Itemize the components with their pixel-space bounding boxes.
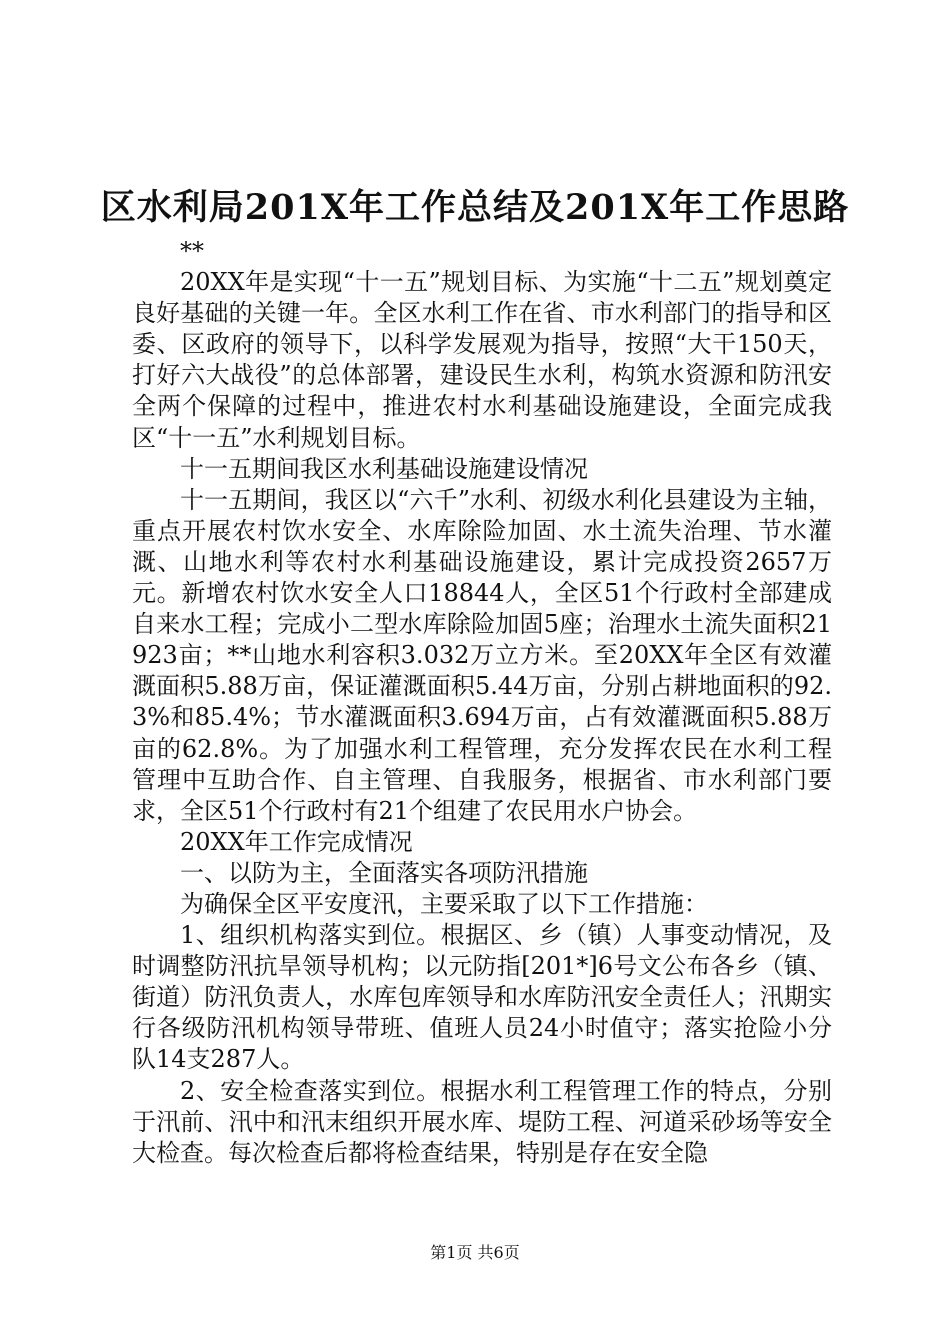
document-title: 区水利局201X年工作总结及201X年工作思路 [100,187,850,228]
body-paragraph: 1、组织机构落实到位。根据区、乡（镇）人事变动情况，及时调整防汛抗旱领导机构；以元防指[201*]6号文公布各乡（镇、街道）防汛负责人，水库包库领导和水库防汛安全责任人；汛期实行各级防汛机构领导带班、值班人员24小时值守；落实抢险小分队14支287人。 [132,921,832,1074]
document-body [132,236,832,1169]
body-paragraph: 十一五期间，我区以“六千”水利、初级水利化县建设为主轴，重点开展农村饮水安全、水库除险加固、水土流失治理、节水灌溉、山地水利等农村水利基础设施建设，累计完成投资2657万元。新增农村饮水安全人口18844人，全区51个行政村全部建成自来水工程；完成小二型水库除险加固5座；治理水土流失面积21923亩；**山地水利容积3.032万立方米。至20XX年全区有效灌溉面积5.88万亩，保证灌溉面积5.44万亩，分别占耕地面积的92.3%和85.4%；节水灌溉面积3.694万亩，占有效灌溉面积5.88万亩的62.8%。为了加强水利工程管理，充分发挥农民在水利工程管理中互助合作、自主管理、自我服务，根据省、市水利部门要求，全区51个行政村有21个组建了农民用水户协会。 [132,485,832,825]
section-heading: 20XX年工作完成情况 [180,827,413,856]
page-footer: 第1页 共6页 [430,1243,520,1262]
subsection-heading: 一、以防为主，全面落实各项防汛措施 [180,858,588,887]
body-paragraph: 为确保全区平安度汛，主要采取了以下工作措施： [180,889,708,918]
author-line: ** [180,237,204,265]
body-paragraph: 2、安全检查落实到位。根据水利工程管理工作的特点，分别于汛前、汛中和汛末组织开展水库、堤防工程、河道采砂场等安全大检查。每次检查后都将检查结果，特别是存在安全隐 [132,1076,832,1167]
section-heading: 十一五期间我区水利基础设施建设情况 [180,454,588,483]
intro-paragraph: 20XX年是实现“十一五”规划目标、为实施“十二五”规划奠定良好基础的关键一年。全区水利工作在省、市水利部门的指导和区委、区政府的领导下，以科学发展观为指导，按照“大干150天，打好六大战役”的总体部署，建设民生水利，构筑水资源和防汛安全两个保障的过程中，推进农村水利基础设施建设，全面完成我区“十一五”水利规划目标。 [132,268,832,452]
